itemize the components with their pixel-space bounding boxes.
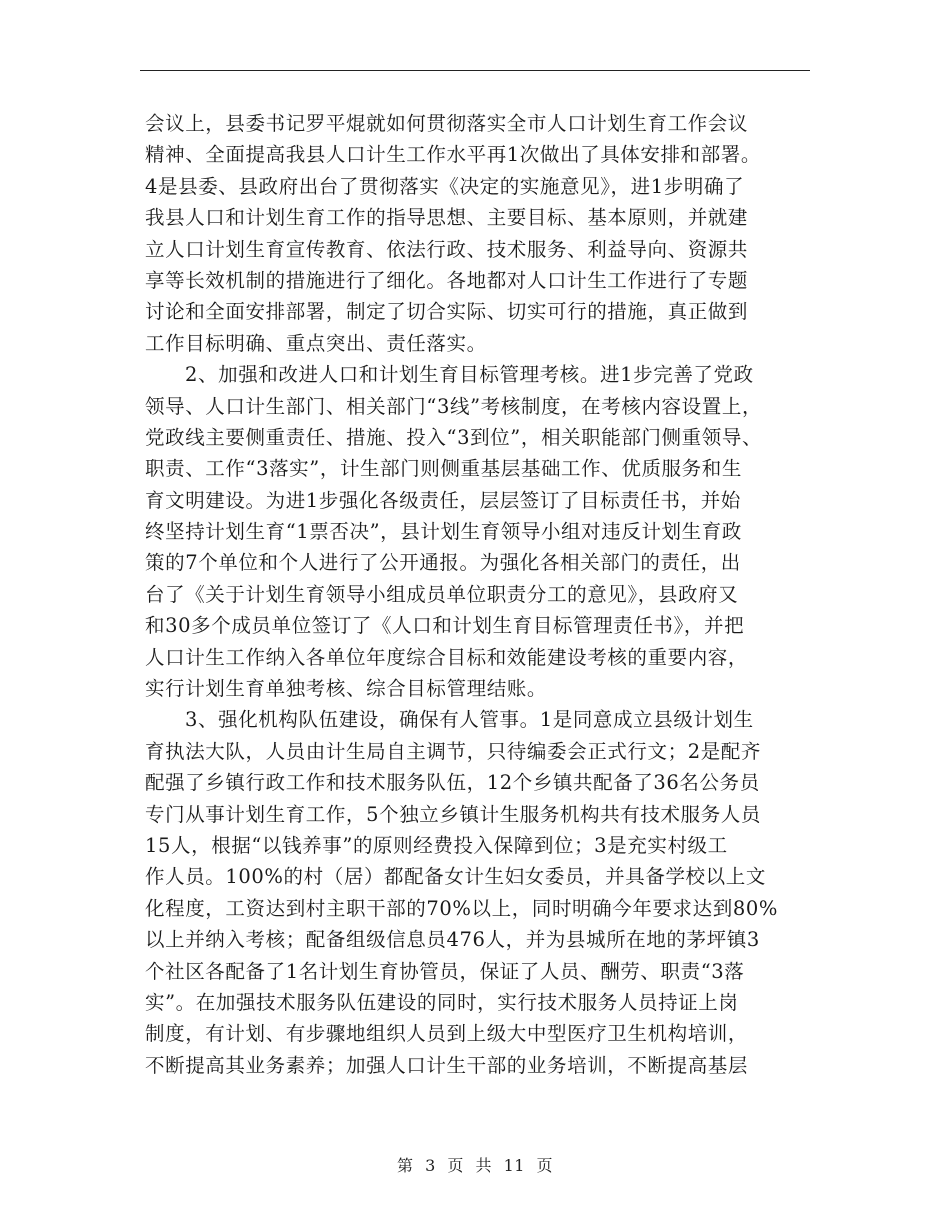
text-line: 立人口计划生育宣传教育、依法行政、技术服务、利益导向、资源共: [145, 237, 749, 261]
text-line: 实行计划生育单独考核、综合目标管理结账。: [145, 677, 548, 701]
text-line: 育文明建设。为进1步强化各级责任，层层签订了目标责任书，并始: [145, 488, 741, 512]
text-line: 15人，根据“以钱养事”的原则经费投入保障到位；3是充实村级工: [145, 833, 728, 857]
text-line: 实”。在加强技术服务队伍建设的同时，实行技术服务人员持证上岗: [145, 990, 739, 1014]
footer-total-prefix: 共: [475, 1156, 492, 1175]
text-line: 工作目标明确、重点突出、责任落实。: [145, 331, 487, 355]
text-line: 和30多个成员单位签订了《人口和计划生育目标管理责任书》，并把: [145, 614, 745, 638]
footer-page-suffix: 页: [536, 1156, 554, 1175]
text-line: 党政线主要侧重责任、措施、投入“3到位”，相关职能部门侧重领导、: [145, 425, 763, 449]
footer-total-pages: 11: [503, 1156, 525, 1175]
text-line: 台了《关于计划生育领导小组成员单位职责分工的意见》，县政府又: [145, 582, 739, 606]
text-line: 职责、工作“3落实”，计生部门则侧重基层基础工作、优质服务和生: [145, 457, 742, 481]
page-footer: [0, 1153, 950, 1176]
text-line: 制度，有计划、有步骤地组织人员到上级大中型医疗卫生机构培训，: [145, 1022, 749, 1046]
footer-page-label: 页: [447, 1156, 464, 1175]
paragraph-start-line: 2、加强和改进人口和计划生育目标管理考核。进1步完善了党政: [185, 363, 754, 387]
text-line: 4是县委、县政府出台了贯彻落实《决定的实施意见》，进1步明确了: [145, 174, 745, 198]
text-line: 会议上，县委书记罗平焜就如何贯彻落实全市人口计划生育工作会议: [145, 112, 749, 135]
text-line: 策的7个单位和个人进行了公开通报。为强化各相关部门的责任，出: [145, 551, 741, 575]
text-line: 配强了乡镇行政工作和技术服务队伍，12个乡镇共配备了36名公务员: [145, 771, 760, 795]
footer-page-prefix: 第: [396, 1156, 414, 1175]
paragraph-start-line: 3、强化机构队伍建设，确保有人管事。1是同意成立县级计划生: [185, 708, 754, 732]
text-line: 享等长效机制的措施进行了细化。各地都对人口计生工作进行了专题: [145, 268, 749, 292]
text-line: 终坚持计划生育“1票否决”，县计划生育领导小组对违反计划生育政: [145, 520, 742, 544]
text-line: 专门从事计划生育工作，5个独立乡镇计生服务机构共有技术服务人员: [145, 802, 762, 826]
text-line: 育执法大队，人员由计生局自主调节，只待编委会正式行文；2是配齐: [145, 739, 762, 763]
text-line: 我县人口和计划生育工作的指导思想、主要目标、基本原则，并就建: [145, 206, 749, 230]
text-line: 领导、人口计生部门、相关部门“3线”考核制度，在考核内容设置上，: [145, 394, 763, 418]
text-line: 以上并纳入考核；配备组级信息员476人，并为县城所在地的茅坪镇3: [145, 928, 760, 952]
footer-page-number: 3: [425, 1156, 436, 1175]
text-line: 化程度，工资达到村主职干部的70%以上，同时明确今年要求达到80%: [145, 896, 778, 920]
text-line: 精神、全面提高我县人口计生工作水平再1次做出了具体安排和部署。: [145, 143, 762, 167]
text-line: 讨论和全面安排部署，制定了切合实际、切实可行的措施，真正做到: [145, 300, 749, 324]
text-line: 个社区各配备了1名计划生育协管员，保证了人员、酬劳、职责“3落: [145, 959, 745, 983]
text-line: 不断提高其业务素养；加强人口计生干部的业务培训，不断提高基层: [145, 1053, 749, 1077]
text-line: 作人员。100%的村（居）都配备女计生妇女委员，并具备学校以上文: [145, 865, 766, 889]
document-body: [145, 108, 810, 1081]
text-line: 人口计生工作纳入各单位年度综合目标和效能建设考核的重要内容，: [145, 645, 749, 669]
header-rule: [140, 70, 810, 71]
